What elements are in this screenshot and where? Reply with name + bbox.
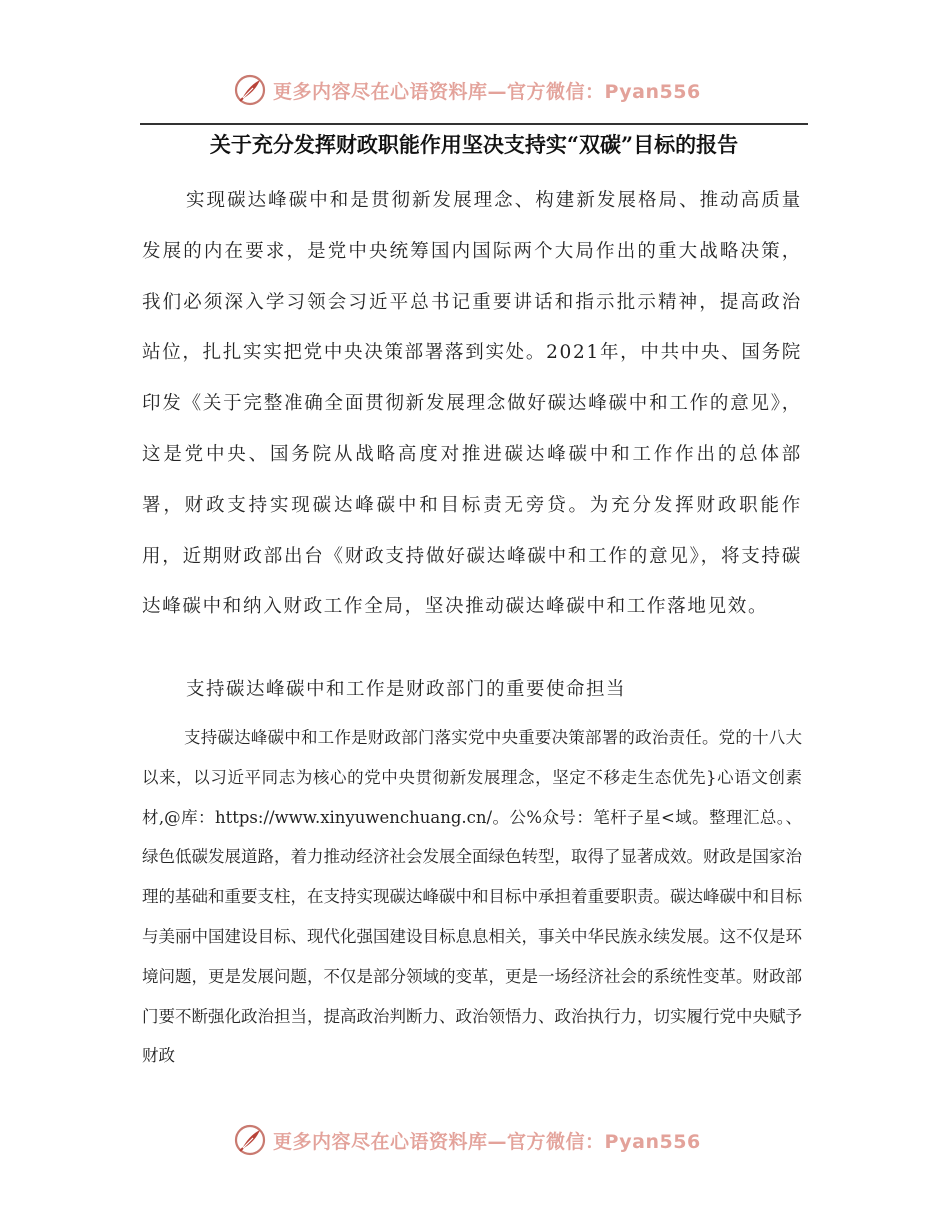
header-watermark [233, 70, 703, 110]
watermark-text: 更多内容尽在心语资料库—官方微信：Pyan556 [273, 1130, 701, 1153]
feather-pen-logo-icon [233, 1123, 267, 1157]
title-rule [140, 123, 808, 125]
document-title: 关于充分发挥财政职能作用坚决支持实“双碳”目标的报告 [209, 132, 739, 157]
watermark-text: 更多内容尽在心语资料库—官方微信：Pyan556 [273, 80, 701, 103]
section-paragraph: 支持碳达峰碳中和工作是财政部门落实党中央重要决策部署的政治责任。党的十八大以来，以习近平同志为核心的党中央贯彻新发展理念，坚定不移走生态优先}心语文创素材,@库：https://www.xinyuwenchuang.cn/。公%众号：笔杆子星<域。整理汇总。、绿色低碳发展道路，着力推动经济社会发展全面绿色转型，取得了显著成效。财政是国家治理的基础和重要支柱，在支持实现碳达峰碳中和目标中承担着重要职责。碳达峰碳中和目标与美丽中国建设目标、现代化强国建设目标息息相关，事关中华民族永续发展。这不仅是环境问题，更是发展问题，不仅是部分领域的变革，更是一场经济社会的系统性变革。财政部门要不断强化政治担当，提高政治判断力、政治领悟力、政治执行力，切实履行党中央赋予财政 [142, 728, 802, 1066]
feather-pen-logo-icon [233, 73, 267, 107]
intro-paragraph: 实现碳达峰碳中和是贯彻新发展理念、构建新发展格局、推动高质量发展的内在要求，是党中央统筹国内国际两个大局作出的重大战略决策，我们必须深入学习领会习近平总书记重要讲话和指示批示精神，提高政治站位，扎扎实实把党中央决策部署落到实处。2021年，中共中央、国务院印发《关于完整准确全面贯彻新发展理念做好碳达峰碳中和工作的意见》，这是党中央、国务院从战略高度对推进碳达峰碳中和工作作出的总体部署，财政支持实现碳达峰碳中和目标责无旁贷。为充分发挥财政职能作用，近期财政部出台《财政支持做好碳达峰碳中和工作的意见》，将支持碳达峰碳中和纳入财政工作全局，坚决推动碳达峰碳中和工作落地见效。 [142, 190, 802, 618]
footer-watermark [233, 1120, 703, 1160]
section-heading: 支持碳达峰碳中和工作是财政部门的重要使命担当 [186, 679, 627, 700]
